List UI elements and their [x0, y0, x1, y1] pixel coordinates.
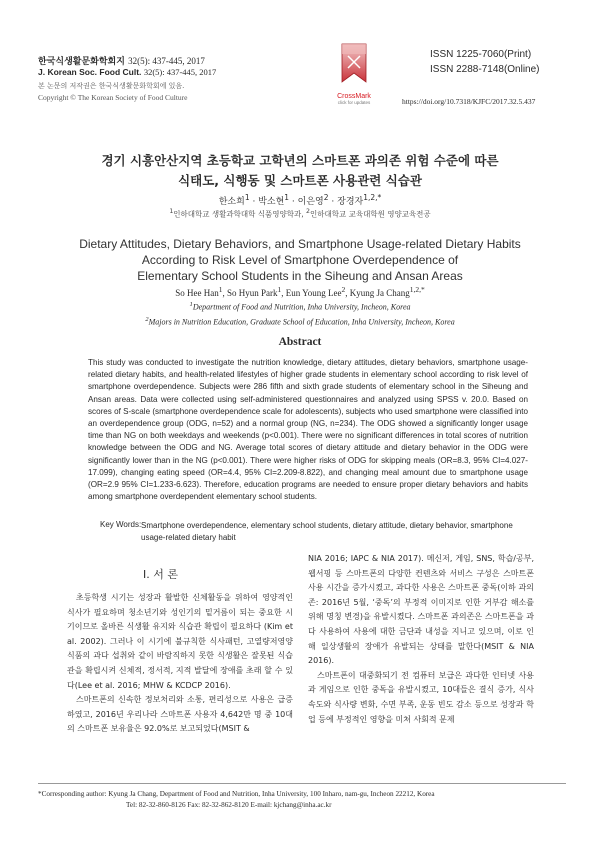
title-kr-line: 경기 시흥안산지역 초등학교 고학년의 스마트폰 과의존 위험 수준에 따른: [101, 153, 499, 168]
affiliations-kr: [0, 208, 600, 220]
affil-sup: 2: [145, 315, 149, 323]
author-sup: 1,2,*: [363, 193, 382, 202]
author-sup: 1: [244, 193, 250, 202]
authors-kr: [0, 193, 600, 207]
affil-text: Department of Food and Nutrition, Inha University, Incheon, Korea: [192, 302, 411, 312]
author-separator: ,: [222, 288, 227, 298]
section-heading: I. 서 론: [143, 568, 178, 581]
affil-sup: 1: [169, 208, 174, 215]
journal-volume-kr: 32(5): 437-445, 2017: [128, 56, 205, 66]
abstract-body: This study was conducted to investigate the nutrition knowledge, dietary attitudes, dietary behaviors, smartphone usage-related dietary habits, and health-related lifestyles of higher grade students in elementary school according to risk level of smartphone overdependence. Subjects were 286 fifth and sixth grade students of elementary school in the Siheung and Ansan areas. Data were collected using self-administered questionnaires and analyzed using SPSS v. 20.0. Based on scores of S-scale (smartphone overdependence scale for adolescents), subjects who used smartphone were classified into an overdependence group (ODG, n=52) and a normal group (NG, n=234). The ODG showed a significantly longer usage time than NG on both weekdays and weekends (p<0.001). There were no significant differences in total scores of nutrition knowledge between the ODG and NG. Average total scores of dietary attitude and dietary behavior in the ODG were significantly lower than in the NG (p<0.001). There were higher risks of ODG for skipping meals (OR=8.3, 95% CI=4.027-17.099), changing eating speed (OR=4.4, 95% CI=2.209-8.822), and changing meal amount due to smartphone usage (OR=2.9 95% CI=1.233-6.623). Therefore, education programs are needed to ensure proper dietary behaviors and habits among smartphone overdependent elementary school students.: [88, 358, 528, 502]
author-sup: 2: [323, 193, 329, 202]
author-name: So Hee Han: [175, 288, 219, 298]
author-separator: ,: [281, 288, 286, 298]
affiliations-en: [0, 299, 600, 328]
author-sup: 1: [218, 285, 223, 294]
crossmark-icon: [337, 42, 371, 88]
author-name: Eun Young Lee: [285, 288, 342, 298]
author-separator: ,: [345, 288, 350, 298]
footnote-line: *Corresponding author: Kyung Ja Chang, Department of Food and Nutrition, Inha University, 100 Inharo, nam-gu, Incheon 22212, Korea: [38, 790, 435, 798]
affil-sup: 2: [306, 208, 310, 215]
title-en-line: Dietary Attitudes, Dietary Behaviors, and Smartphone Usage-related Dietary Habits: [79, 237, 521, 251]
title-kr-line: 식태도, 식행동 및 스마트폰 사용관련 식습관: [178, 173, 422, 188]
keywords-text: Smartphone overdependence, elementary school students, dietary attitude, dietary behavior, smartphone usage-related dietary habit: [141, 521, 513, 542]
title-en: [0, 236, 600, 284]
affil-line: [0, 314, 600, 329]
affil-sup: 1: [189, 301, 193, 308]
journal-title-kr: 한국식생활문화학회지: [38, 57, 125, 67]
title-kr: [0, 151, 600, 191]
keywords-label: Key Words:: [100, 520, 142, 529]
title-en-line: Elementary School Students in the Siheung and Ansan Areas: [137, 269, 463, 283]
author-name: So Hyun Park: [226, 288, 278, 298]
body-paragraph: 스마트폰의 신속한 정보처리와 소통, 편리성으로 사용은 급증하였고, 2016년 우리나라 스마트폰 사용자 4,642만 명 중 10대의 스마트폰 보유율은 92.0%로 보고되었다(MSIT &: [67, 695, 293, 734]
affil-text: Majors in Nutrition Education, Graduate School of Education, Inha University, Incheon, Korea: [148, 317, 455, 327]
author-sup: 1,2,*: [409, 285, 425, 294]
title-en-line: According to Risk Level of Smartphone Overdependence of: [141, 253, 459, 267]
author-name: 장경자: [337, 197, 364, 207]
author-name: 박소현: [258, 197, 285, 207]
body-paragraph: NIA 2016; IAPC & NIA 2017). 메신저, 게임, SNS, 학습/공부, 웹서핑 등 스마트폰의 다양한 컨텐츠와 서비스 구성은 스마트폰 사용 시간을 증가시켰고, 과다한 사용은 스마트폰 중독(이하 과의존: 2016년 5월, ‘중독’의 부정적 이미지로 인한 거부감 해소를 위해 명칭 변경)을 유발시켰다. 스마트폰 과의존은 스마트폰을 과다 사용하여 사용에 대한 금단과 내성을 지니고 있으며, 이로 인해 일상생활의 장애가 유발되는 상태를 말한다(MSIT & NIA 2016).: [308, 554, 534, 666]
issn-online: ISSN 2288-7148(Online): [430, 64, 540, 75]
author-name: Kyung Ja Chang: [349, 288, 410, 298]
authors-en: [0, 285, 600, 298]
author-separator: ·: [289, 197, 298, 207]
journal-name-kr: [38, 54, 205, 67]
crossmark-badge[interactable]: [326, 42, 382, 105]
abstract-heading: Abstract: [278, 336, 322, 348]
journal-volume-en: 32(5): 437-445, 2017: [143, 67, 217, 77]
crossmark-sublabel: click for updates: [337, 100, 371, 105]
body-column-left: [67, 591, 293, 737]
copyright-en: Copyright © The Korean Society of Food Culture: [38, 93, 188, 102]
affil-text: 인하대학교 생활과학대학 식품영양학과,: [173, 209, 306, 219]
body-column-right: [308, 552, 534, 727]
body-paragraph: 스마트폰이 대중화되기 전 컴퓨터 보급은 과다한 인터넷 사용과 게임으로 인한 중독을 유발시켰고, 10대들은 결식 증가, 식사속도와 식사량 변화, 수면 부족, 운동 빈도 감소 등으로 성장과 학업 등에 부정적인 영향을 미쳐 사회적 문제: [308, 670, 534, 724]
author-sup: 1: [277, 285, 282, 294]
footnote-divider: [38, 783, 566, 784]
crossmark-label: CrossMark: [337, 93, 371, 100]
affil-line: [0, 299, 600, 314]
footnote-contact: Tel: 82-32-860-8126 Fax: 82-32-862-8120 E-mail: kjchang@inha.ac.kr: [126, 801, 332, 809]
journal-title-en: J. Korean Soc. Food Cult.: [38, 67, 142, 77]
author-separator: ·: [328, 197, 338, 207]
author-name: 한소희: [218, 197, 245, 207]
corresponding-author-footnote: [38, 789, 435, 811]
body-paragraph: 초등학생 시기는 성장과 활발한 신체활동을 위하여 영양적인 식사가 필요하며 청소년기와 성인기의 밑거름이 되는 중요한 시기이므로 올바른 식생활 유지와 식습관 확립이 필요하다 (Kim et al. 2002). 그러나 이 시기에 불규칙한 식사패턴, 고열량저영양 식품의 과다 섭취와 같이 바람직하지 못한 식생활은 잘못된 식습관을 확립시켜 신체적, 정서적, 지적 발달에 장애를 초래 할 수 있다(Lee et al. 2016; MHW & KCDCP 2016).: [67, 593, 293, 690]
doi-link[interactable]: https://doi.org/10.7318/KJFC/2017.32.5.437: [402, 97, 536, 106]
author-sup: 1: [284, 193, 290, 202]
issn-print: ISSN 1225-7060(Print): [430, 49, 532, 60]
author-name: 이은영: [297, 197, 324, 207]
author-separator: ·: [249, 197, 259, 207]
copyright-kr: 본 논문의 저작권은 한국식생활문화학회에 있음.: [38, 82, 185, 90]
author-sup: 2: [341, 285, 346, 294]
affil-text: 인하대학교 교육대학원 영양교육전공: [309, 209, 431, 219]
journal-name-en: [38, 67, 216, 77]
